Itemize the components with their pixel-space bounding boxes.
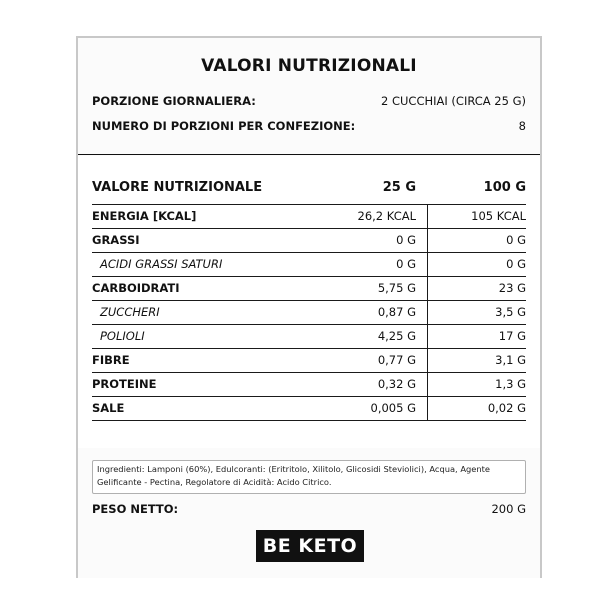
- table-row: [92, 252, 526, 276]
- net-weight-row: [92, 502, 526, 516]
- row-value-100g: 1,3 G: [495, 377, 526, 391]
- row-value-25g: 0,005 G: [370, 401, 416, 415]
- column-divider: [427, 300, 428, 324]
- row-value-100g: 3,5 G: [495, 305, 526, 319]
- table-row: [92, 228, 526, 252]
- row-value-25g: 0,77 G: [377, 353, 416, 367]
- row-value-100g: 17 G: [498, 329, 526, 343]
- row-name: POLIOLI: [100, 329, 145, 343]
- servings-per-pack-value: 8: [518, 119, 526, 133]
- row-value-25g: 0 G: [396, 257, 416, 271]
- net-weight-value: 200 G: [491, 502, 526, 516]
- serving-value: 2 CUCCHIAI (CIRCA 25 G): [381, 94, 526, 108]
- brand-logo: BE KETO: [256, 530, 364, 562]
- ingredients-box: Ingredienti: Lamponi (60%), Edulcoranti: (Eritritolo, Xilitolo, Glicosidi Steviolici), Acqua, Agente Gelificante - Pectina, Regolatore di Acidità: Acido Citrico.: [92, 460, 526, 494]
- row-name: ZUCCHERI: [100, 305, 160, 319]
- row-value-100g: 0,02 G: [487, 401, 526, 415]
- row-name: GRASSI: [92, 233, 140, 247]
- row-value-100g: 23 G: [498, 281, 526, 295]
- column-divider: [427, 396, 428, 420]
- table-row: [92, 324, 526, 348]
- row-name: CARBOIDRATI: [92, 281, 180, 295]
- row-value-25g: 4,25 G: [377, 329, 416, 343]
- row-name: PROTEINE: [92, 377, 157, 391]
- header-divider: [78, 154, 540, 155]
- nutrition-label-card: [76, 36, 542, 578]
- column-divider: [427, 228, 428, 252]
- serving-row: [92, 94, 526, 108]
- row-value-100g: 0 G: [506, 233, 526, 247]
- column-divider: [427, 204, 428, 228]
- row-name: ENERGIA [KCAL]: [92, 209, 197, 223]
- column-divider: [427, 276, 428, 300]
- row-name: FIBRE: [92, 353, 130, 367]
- serving-label: PORZIONE GIORNALIERA:: [92, 94, 256, 108]
- column-divider: [427, 348, 428, 372]
- header-nutrient: VALORE NUTRIZIONALE: [92, 180, 263, 195]
- header-per-25g: 25 G: [382, 180, 416, 195]
- row-value-25g: 0,87 G: [377, 305, 416, 319]
- net-weight-label: PESO NETTO:: [92, 502, 179, 516]
- row-name: ACIDI GRASSI SATURI: [100, 257, 223, 271]
- column-divider: [427, 324, 428, 348]
- row-value-25g: 26,2 KCAL: [357, 209, 416, 223]
- row-value-100g: 0 G: [506, 257, 526, 271]
- row-value-100g: 105 KCAL: [471, 209, 526, 223]
- row-name: SALE: [92, 401, 125, 415]
- table-row: [92, 300, 526, 324]
- row-value-25g: 0 G: [396, 233, 416, 247]
- table-row: [92, 204, 526, 228]
- nutrition-table-header: [92, 180, 526, 198]
- column-divider: [427, 372, 428, 396]
- table-row: [92, 372, 526, 396]
- header-per-100g: 100 G: [483, 180, 526, 195]
- servings-per-pack-row: [92, 119, 526, 133]
- row-value-100g: 3,1 G: [495, 353, 526, 367]
- table-row: [92, 276, 526, 300]
- table-row: [92, 348, 526, 372]
- row-divider: [92, 420, 526, 421]
- servings-per-pack-label: NUMERO DI PORZIONI PER CONFEZIONE:: [92, 119, 356, 133]
- row-value-25g: 5,75 G: [377, 281, 416, 295]
- label-title: VALORI NUTRIZIONALI: [201, 56, 417, 76]
- row-value-25g: 0,32 G: [377, 377, 416, 391]
- column-divider: [427, 252, 428, 276]
- table-row: [92, 396, 526, 420]
